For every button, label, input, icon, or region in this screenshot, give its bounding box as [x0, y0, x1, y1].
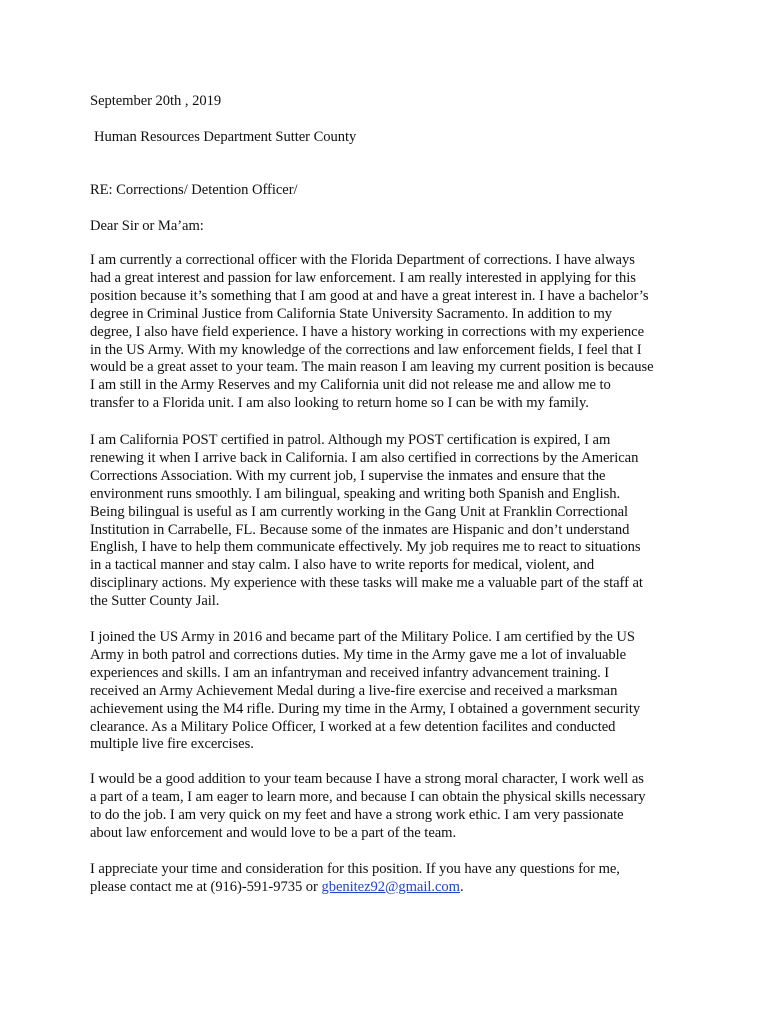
paragraph-line: a part of a team, I am eager to learn more, and because I can obtain the physical skills necessary	[90, 788, 646, 805]
paragraph-line: degree in Criminal Justice from California State University Sacramento. In addition to my	[90, 305, 613, 322]
letter-subject-block	[90, 182, 688, 200]
paragraph-line: I am still in the Army Reserves and my California unit did not release me and allow me to	[90, 377, 611, 394]
paragraph-line: environment runs smoothly. I am bilingual, speaking and writing both Spanish and English.	[90, 485, 621, 502]
paragraph-line: would be a great asset to your team. The main reason I am leaving my current position is because	[90, 359, 654, 376]
paragraph-line: multiple live fire excercises.	[90, 736, 254, 753]
paragraph-line: Institution in Carrabelle, FL. Because some of the inmates are Hispanic and don’t understand	[90, 521, 630, 538]
letter-subject: RE: Corrections/ Detention Officer/	[90, 182, 298, 198]
paragraph-2	[90, 432, 688, 611]
paragraph-line: in the US Army. With my knowledge of the corrections and law enforcement fields, I feel that I	[90, 341, 642, 358]
email-link[interactable]: gbenitez92@gmail.com	[321, 878, 460, 895]
paragraph-line: to do the job. I am very quick on my feet and have a strong work ethic. I am very passionate	[90, 806, 624, 823]
paragraph-line: I would be a good addition to your team because I have a strong moral character, I work well as	[90, 771, 644, 787]
paragraph-line: degree, I also have field experience. I have a history working in corrections with my experience	[90, 323, 644, 340]
paragraph-line: renewing it when I arrive back in California. I am also certified in corrections by the American	[90, 449, 639, 466]
paragraph-1	[90, 252, 688, 413]
contact-prefix: please contact me at (916)-591-9735 or	[90, 878, 322, 895]
paragraph-3	[90, 629, 688, 754]
paragraph-line: experiences and skills. I am an infantryman and received infantry advancement training. I	[90, 664, 610, 681]
paragraph-line: clearance. As a Military Police Officer, I worked at a few detention facilites and conducted	[90, 718, 616, 735]
paragraph-5	[90, 861, 688, 897]
letter-recipient-block	[90, 129, 688, 147]
letter-date-block	[90, 93, 688, 111]
contact-line	[90, 879, 688, 897]
paragraph-line: I am California POST certified in patrol. Although my POST certification is expired, I am	[90, 432, 611, 448]
paragraph-line: Being bilingual is useful as I am currently working in the Gang Unit at Franklin Correctional	[90, 503, 629, 520]
letter-salutation: Dear Sir or Ma’am:	[90, 218, 204, 234]
paragraph-4	[90, 771, 688, 843]
paragraph-line: Army in both patrol and corrections duties. My time in the Army gave me a lot of invaluable	[90, 646, 627, 663]
paragraph-line: position because it’s something that I am good at and have a great interest in. I have a bachelor’s	[90, 287, 649, 304]
paragraph-line: achievement using the M4 rifle. During my time in the Army, I obtained a government security	[90, 700, 641, 717]
paragraph-line: received an Army Achievement Medal during a live-fire exercise and received a marksman	[90, 682, 618, 699]
paragraph-line: English, I have to help them communicate effectively. My job requires me to react to situations	[90, 539, 641, 556]
paragraph-line: the Sutter County Jail.	[90, 593, 220, 610]
paragraph-line: disciplinary actions. My experience with these tasks will make me a valuable part of the staff at	[90, 575, 643, 592]
letter-date: September 20th , 2019	[90, 93, 222, 109]
letter-recipient: Human Resources Department Sutter County	[94, 129, 357, 145]
paragraph-line: I am currently a correctional officer with the Florida Department of corrections. I have always	[90, 252, 635, 268]
contact-suffix: .	[459, 878, 464, 895]
letter-salutation-block	[90, 218, 688, 236]
paragraph-line: in a tactical manner and stay calm. I also have to write reports for medical, violent, and	[90, 557, 595, 574]
paragraph-line: had a great interest and passion for law enforcement. I am really interested in applying for this	[90, 269, 636, 286]
paragraph-line: Corrections Association. With my current job, I supervise the inmates and ensure that the	[90, 467, 606, 484]
paragraph-line: about law enforcement and would love to be a part of the team.	[90, 824, 457, 841]
paragraph-line: I joined the US Army in 2016 and became part of the Military Police. I am certified by the US	[90, 629, 635, 645]
paragraph-line: transfer to a Florida unit. I am also looking to return home so I can be with my family.	[90, 395, 589, 412]
paragraph-line: I appreciate your time and consideration for this position. If you have any questions for me,	[90, 861, 620, 877]
